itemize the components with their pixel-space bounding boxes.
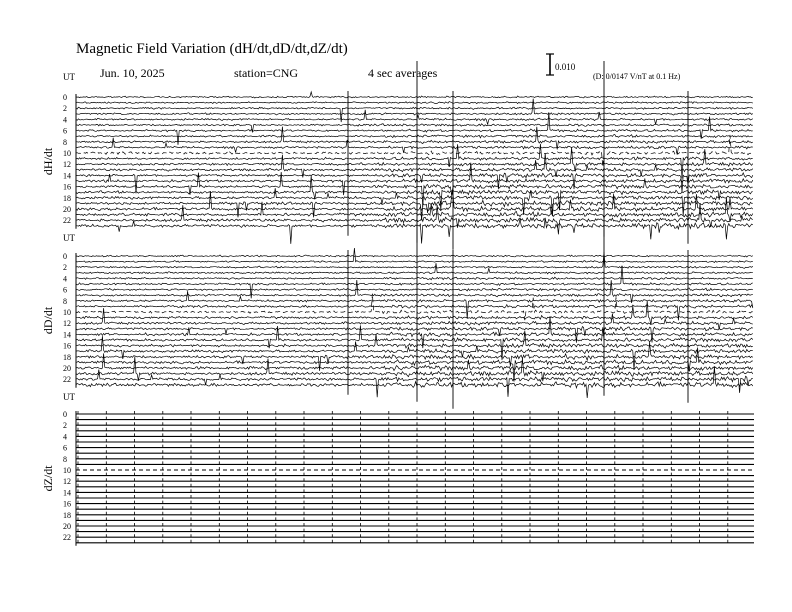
trace-line	[76, 197, 753, 222]
dh-dt-hour-label: 20	[63, 205, 71, 214]
dz-dt-hour-label: 18	[63, 510, 71, 520]
trace-line	[76, 102, 753, 104]
dd-dt-ut-label: UT	[63, 233, 75, 243]
panel-dd-dt	[41, 220, 753, 409]
trace-line	[76, 153, 753, 177]
dz-dt-hour-label: 2	[63, 421, 67, 431]
dh-dt-hour-label: 6	[63, 126, 67, 136]
station-label: station=CNG	[234, 66, 299, 80]
dh-dt-hour-label: 2	[63, 104, 67, 114]
date-label: Jun. 10, 2025	[100, 66, 165, 80]
dz-dt-hour-label: 0	[63, 410, 67, 419]
trace-line	[76, 200, 753, 220]
panel-dh-dt	[41, 61, 753, 250]
trace-line	[76, 218, 753, 244]
dz-dt-hour-label: 22	[63, 533, 71, 543]
dh-dt-hour-label: 14	[63, 171, 71, 181]
trace-line	[76, 357, 753, 381]
dz-dt-ut-label: UT	[63, 392, 75, 402]
dd-dt-hour-label: 20	[63, 364, 71, 373]
dz-dt-axis-label: dZ/dt	[41, 465, 55, 492]
trace-line	[76, 288, 753, 291]
trace-line	[76, 99, 753, 116]
dh-dt-axis-label: dH/dt	[41, 147, 55, 176]
dd-dt-hour-label: 0	[63, 252, 67, 261]
trace-line	[76, 144, 753, 179]
trace-line	[76, 112, 753, 145]
dh-dt-hour-label: 4	[63, 115, 67, 125]
chart-title: Magnetic Field Variation (dH/dt,dD/dt,dZ/dt)	[76, 41, 348, 57]
dd-dt-hour-label: 4	[63, 274, 67, 284]
dh-dt-hour-label: 8	[63, 137, 67, 147]
dz-dt-hour-label: 14	[63, 488, 71, 498]
dz-dt-hour-label: 10	[63, 466, 71, 475]
dh-dt-hour-label: 18	[63, 193, 71, 203]
dh-dt-ut-label: UT	[63, 72, 75, 82]
dd-dt-hour-label: 10	[63, 308, 71, 317]
dd-dt-hour-label: 12	[63, 319, 71, 329]
dh-dt-hour-label: 16	[63, 182, 71, 192]
trace-line	[76, 263, 753, 274]
trace-line	[76, 266, 753, 299]
dh-dt-hour-label: 10	[63, 149, 71, 158]
dz-dt-hour-label: 4	[63, 432, 67, 442]
dd-dt-axis-label: dD/dt	[41, 306, 55, 335]
scale-value: 0.010	[555, 62, 576, 72]
dd-dt-hour-label: 6	[63, 285, 67, 295]
dd-dt-hour-label: 18	[63, 352, 71, 362]
dh-dt-hour-label: 22	[63, 216, 71, 226]
scale-note: (D: 0/0147 V/nT at 0.1 Hz)	[593, 72, 681, 81]
dz-dt-hour-label: 16	[63, 499, 71, 509]
trace-line	[76, 110, 753, 125]
averaging-label: 4 sec averages	[368, 66, 438, 80]
dz-dt-hour-label: 6	[63, 443, 67, 453]
dd-dt-hour-label: 16	[63, 341, 71, 351]
dd-dt-hour-label: 8	[63, 296, 67, 306]
trace-line	[76, 252, 753, 268]
dz-dt-hour-label: 8	[63, 454, 67, 464]
trace-line	[76, 277, 753, 280]
trace-line	[76, 255, 753, 257]
trace-line	[76, 173, 753, 193]
dh-dt-hour-label: 0	[63, 93, 67, 102]
trace-line	[76, 348, 753, 382]
trace-line	[76, 191, 753, 212]
trace-line	[76, 301, 753, 325]
trace-line	[76, 92, 753, 98]
trace-line	[76, 172, 753, 207]
dz-dt-hour-label: 12	[63, 477, 71, 487]
trace-line	[76, 163, 753, 195]
dd-dt-hour-label: 2	[63, 263, 67, 273]
dz-dt-hour-label: 20	[63, 522, 71, 531]
dd-dt-hour-label: 14	[63, 330, 71, 340]
dd-dt-hour-label: 22	[63, 375, 71, 385]
scale-bar	[546, 54, 554, 75]
trace-line	[76, 366, 753, 398]
panel-dz-dt	[41, 392, 754, 546]
dh-dt-hour-label: 12	[63, 160, 71, 170]
